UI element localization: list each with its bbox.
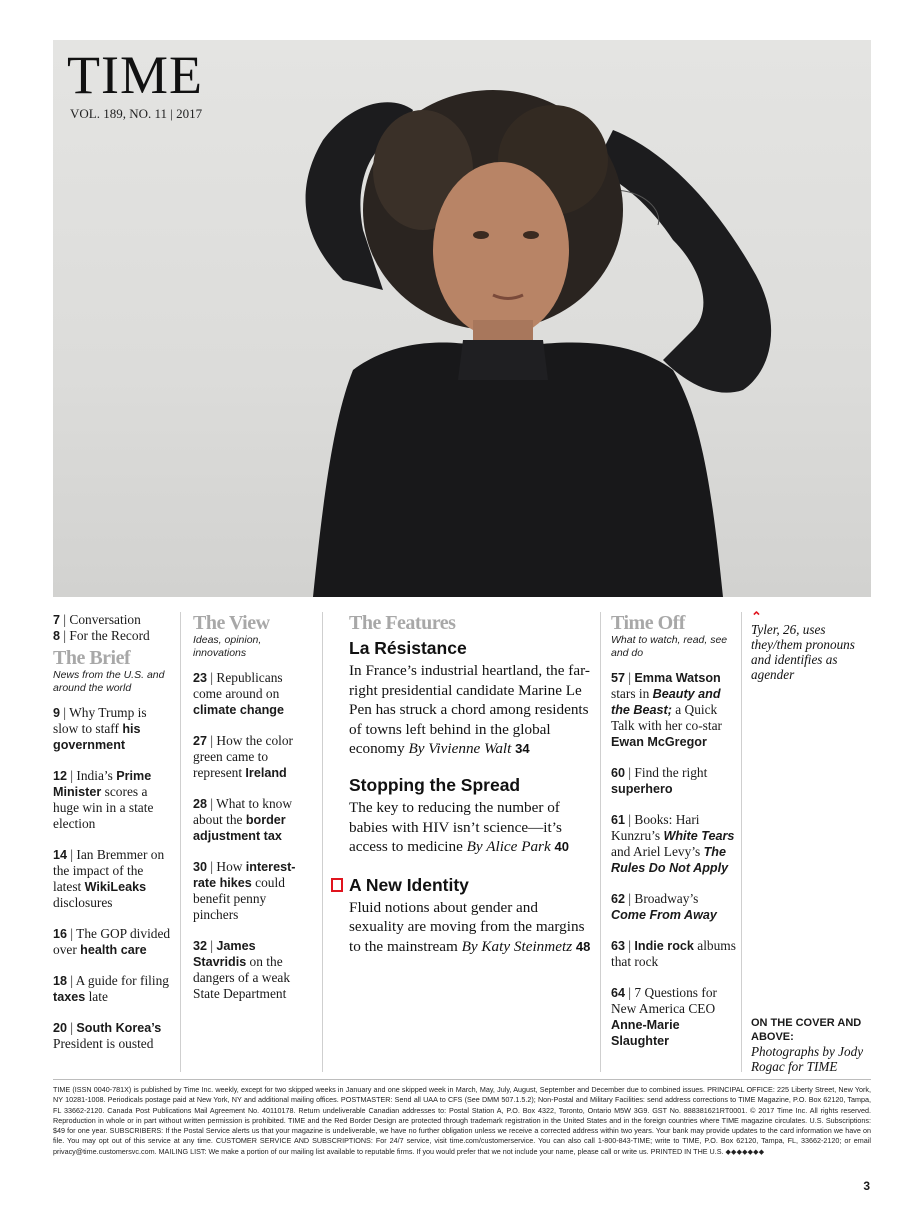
view-subtitle: Ideas, opinion, innovations: [193, 634, 262, 659]
toc-entry: 12 | India’s Prime Minister scores a huge win in a state election: [53, 768, 154, 831]
page-ref: 62: [611, 892, 626, 906]
feature-dek-text: Fluid notions about gender and sexuality are moving from the margins to the mainstream: [349, 898, 585, 955]
feature-dek-text: In France’s industrial heartland, the far-right presidential candidate Marine Le Pen has struck a chord among residents of towns left behind in the global economy: [349, 662, 590, 758]
cover-credit: [751, 1016, 869, 1074]
page-ref: 48: [575, 938, 591, 954]
portrait-image: [53, 40, 871, 597]
feature-dek: [349, 661, 592, 759]
page-ref: 8: [53, 629, 61, 643]
feature-title: [349, 775, 592, 795]
column-divider: [600, 612, 601, 1072]
page-ref: 40: [554, 839, 569, 855]
entry-text: How: [216, 859, 246, 874]
toc-entry: 14 | Ian Bremmer on the impact of the latest WikiLeaks disclosures: [53, 847, 165, 910]
view-items: [193, 670, 311, 1002]
page-ref: 64: [611, 986, 626, 1000]
brief-section-title: The Brief: [53, 647, 131, 669]
timeoff-subtitle: What to watch, read, see and do: [611, 634, 728, 659]
entry-text: President is ousted: [53, 1036, 154, 1051]
page-ref: 23: [193, 671, 208, 685]
brief-items: [53, 705, 171, 1052]
page-ref: 60: [611, 766, 626, 780]
page-ref: 61: [611, 813, 626, 827]
entry-text: on the dangers of a weak State Department: [193, 954, 291, 1001]
page-ref: 32: [193, 939, 208, 953]
entry-text: The GOP divided over: [53, 926, 171, 957]
page-ref: 12: [53, 769, 68, 783]
entry-highlight: South Korea’s: [76, 1021, 162, 1035]
entry-text: Republicans come around on: [193, 670, 283, 701]
toc-entry: 62 | Broadway’s Come From Away: [611, 891, 717, 922]
toc-entry: 18 | A guide for filing taxes late: [53, 973, 170, 1004]
page-ref: 16: [53, 927, 68, 941]
entry-highlight: WikiLeaks: [84, 880, 147, 894]
toc-entry: 7 | Conversation: [53, 612, 141, 627]
feature-byline: By Vivienne Walt: [408, 740, 512, 758]
column-divider: [180, 612, 181, 1072]
entry-text: For the Record: [69, 628, 150, 643]
feature-entry: [349, 775, 592, 857]
entry-highlight: Ireland: [245, 766, 287, 780]
feature-title: [349, 875, 592, 895]
entry-text: India’s: [76, 768, 117, 783]
toc-entry: 61 | Books: Hari Kunzru’s White Tears and Ariel Levy’s The Rules Do Not Apply: [611, 812, 735, 875]
feature-dek-text: The key to reducing the number of babies with HIV isn’t science—it’s access to medicine: [349, 798, 562, 856]
entry-text: scores a huge win in a state election: [53, 784, 154, 831]
entry-text: Ian Bremmer on the impact of the latest: [53, 847, 165, 894]
toc-entry: 16 | The GOP divided over health care: [53, 926, 171, 957]
page-ref: 30: [193, 860, 208, 874]
toc-entry: 20 | South Korea’s President is ousted: [53, 1020, 162, 1051]
page-ref: 63: [611, 939, 626, 953]
page-ref: 27: [193, 734, 208, 748]
entry-text: Find the right superhero: [611, 765, 708, 796]
feature-title-text: La Résistance: [349, 638, 467, 658]
entry-text: Conversation: [69, 612, 141, 627]
feature-entry: [349, 638, 592, 759]
entry-highlight: climate change: [193, 703, 284, 717]
entry-highlight: health care: [80, 943, 147, 957]
toc-entry: 27 | How the color green came to represent Ireland: [193, 733, 294, 780]
page-ref: 20: [53, 1021, 68, 1035]
page-ref: 28: [193, 797, 208, 811]
caption-column: [751, 609, 869, 682]
feature-title-text: Stopping the Spread: [349, 774, 521, 795]
view-section-title: The View: [193, 612, 270, 634]
features-column: [337, 612, 592, 975]
entry-text: Broadway’s Come From Away: [611, 891, 717, 922]
entry-highlight: his government: [53, 722, 141, 752]
toc-entry: 8 | For the Record: [53, 628, 150, 643]
entry-text: What to know about the: [193, 796, 293, 827]
feature-byline: By Katy Steinmetz: [461, 937, 573, 955]
feature-title: [349, 638, 592, 658]
cover-credit-title: ON THE COVER AND ABOVE:: [751, 1017, 862, 1043]
feature-dek: [349, 898, 592, 957]
feature-title-text: A New Identity: [349, 874, 469, 895]
photo-caption: Tyler, 26, uses they/them pronouns and identifies as agender: [751, 622, 855, 682]
toc-entry: 63 | Indie rock albums that rock: [611, 938, 736, 969]
brief-subtitle: News from the U.S. and around the world: [53, 669, 165, 694]
page-ref: 34: [515, 741, 530, 757]
entry-highlight: taxes: [53, 990, 86, 1004]
feature-items: [337, 638, 592, 957]
cover-credit-text: Photographs by Jody Rogac for TIME: [751, 1044, 864, 1074]
page-ref: 9: [53, 706, 61, 720]
toc-entry: 28 | What to know about the border adjustment tax: [193, 796, 293, 843]
entry-highlight: James Stavridis: [193, 939, 256, 969]
cover-photo: [53, 40, 871, 597]
masthead-logo: TIME: [67, 45, 203, 105]
issue-info: VOL. 189, NO. 11 | 2017: [70, 106, 203, 121]
view-column: [193, 612, 311, 1017]
publication-fineprint: TIME (ISSN 0040-781X) is published by Time Inc. weekly, except for two skipped weeks in January and one skipped week in March, May, July, August, September and December due to combined issues. PRINCIPAL OFFICE: 225 Liberty Street, New York, NY 10281-1008. Periodicals postage paid at New York, NY and additional mailing offices. POSTMASTER: Send all UAA to CFS (See DMM 507.1.5.2); Non-Postal and Military Facilities: send address corrections to TIME Magazine, P.O. Box 62120, Tampa, FL 33662-2120. Canada Post Publications Mail Agreement No. 40110178. Return undeliverable Canadian addresses to: Postal Station A, P.O. Box 4322, Toronto, Ontario M5W 3G9. GST No. 888381621RT0001. © 2017 Time Inc. All rights reserved. Reproduction in whole or in part without written permission is prohibited. TIME and the Red Border Design are protected through trademark registration in the United States and in the foreign countries where TIME magazine circulates. U.S. Subscriptions: $49 for one year. SUBSCRIBERS: If the Postal Service alerts us that your magazine is undeliverable, we have no further obligation unless we receive a corrected address within two years. Your bank may provide updates to the card information we have on file. You may opt out of this service at any time. CUSTOMER SERVICE AND SUBSCRIPTIONS: For 24/7 service, visit time.com/customerservice. You can also call 1-800-843-TIME; write to TIME, P.O. Box 62120, Tampa, FL, 33662-2120; or email privacy@time.customersvc.com. MAILING LIST: We make a portion of our mailing list available to reputable firms. If you would prefer that we not include your name, please call or write us. PRINTED IN THE U.S. ◆◆◆◆◆◆◆: [53, 1085, 871, 1156]
page-ref: 14: [53, 848, 68, 862]
timeoff-items: [611, 670, 736, 1049]
page-ref: 18: [53, 974, 68, 988]
entry-text: Emma Watson stars in Beauty and the Beast; a Quick Talk with her co-star Ewan McGregor: [611, 671, 722, 749]
toc-entry: 64 | 7 Questions for New America CEO Anne-Marie Slaughter: [611, 985, 717, 1048]
entry-text: How the color green came to represent: [193, 733, 294, 780]
timeoff-section-title: Time Off: [611, 612, 685, 634]
entry-text: disclosures: [53, 895, 113, 910]
page-ref: 7: [53, 613, 61, 627]
column-divider: [741, 612, 742, 1072]
feature-dek: [349, 798, 592, 857]
toc-entry: 32 | James Stavridis on the dangers of a weak State Department: [193, 938, 291, 1001]
page-number: 3: [863, 1179, 870, 1193]
feature-byline: By Alice Park: [466, 838, 551, 856]
red-border-icon: [331, 878, 343, 892]
entry-text: Books: Hari Kunzru’s White Tears and Ariel Levy’s The Rules Do Not Apply: [611, 812, 735, 875]
toc-entry: 30 | How interest-rate hikes could benefit penny pinchers: [193, 859, 296, 922]
entry-highlight: border adjustment tax: [193, 813, 286, 843]
toc-entry: 60 | Find the right superhero: [611, 765, 708, 796]
column-divider: [322, 612, 323, 1072]
toc-entry: 57 | Emma Watson stars in Beauty and the Beast; a Quick Talk with her co-star Ewan McGregor: [611, 670, 722, 749]
entry-text: could benefit penny pinchers: [193, 875, 285, 922]
entry-text: Why Trump is slow to staff: [53, 705, 147, 736]
entry-highlight: interest-rate hikes: [193, 860, 296, 890]
feature-entry: [349, 875, 592, 957]
entry-text: Indie rock albums that rock: [611, 938, 736, 969]
toc-entry: 23 | Republicans come around on climate change: [193, 670, 284, 717]
toc-entry: 9 | Why Trump is slow to staff his government: [53, 705, 147, 752]
features-section-title: The Features: [349, 612, 456, 634]
entry-text: late: [85, 989, 108, 1004]
caret-up-icon: ⌃: [751, 609, 762, 624]
brief-column: [53, 612, 171, 1067]
entry-text: A guide for filing: [75, 973, 170, 988]
entry-text: 7 Questions for New America CEO Anne-Marie Slaughter: [611, 985, 717, 1048]
front-items: [53, 612, 171, 644]
page-ref: 57: [611, 671, 626, 685]
timeoff-column: [611, 612, 736, 1064]
entry-highlight: Prime Minister: [53, 769, 152, 799]
fineprint-rule: [53, 1079, 871, 1080]
